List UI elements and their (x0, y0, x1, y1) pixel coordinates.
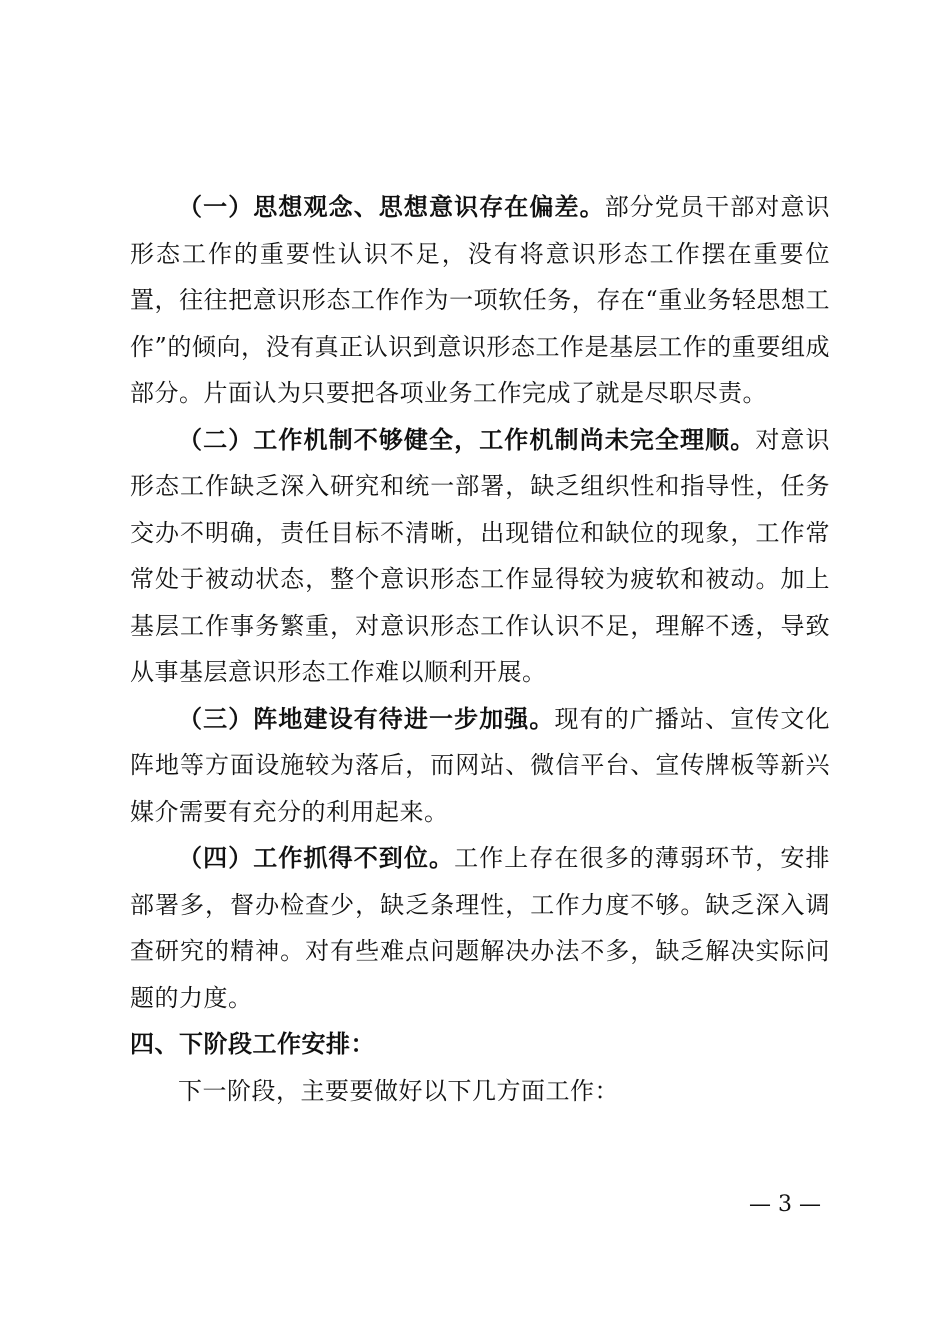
paragraph-1 (130, 184, 830, 417)
paragraph-3-body: 现有的广播站、宣传文化阵地等方面设施较为落后，而网站、微信平台、宣传牌板等新兴媒介需要有充分的利用起来。 (130, 704, 830, 826)
paragraph-4-lead: （四）工作抓得不到位。 (178, 843, 455, 872)
paragraph-3-lead: （三）阵地建设有待进一步加强。 (178, 703, 555, 733)
section-heading: 四、下阶段工作安排： (130, 1030, 375, 1058)
paragraph-1-lead: （一）思想观念、思想意识存在偏差。 (178, 192, 605, 221)
paragraph-2 (130, 417, 830, 696)
paragraph-4 (130, 835, 830, 1021)
paragraph-2-body: 对意识形态工作缺乏深入研究和统一部署，缺乏组织性和指导性，任务交办不明确，责任目标不清晰，出现错位和缺位的现象，工作常常处于被动状态，整个意识形态工作显得较为疲软和被动。加上基层工作事务繁重，对意识形态工作认识不足，理解不透，导致从事基层意识形态工作难以顺利开展。 (130, 425, 831, 686)
paragraph-4-body: 工作上存在很多的薄弱环节，安排部署多，督办检查少，缺乏条理性，工作力度不够。缺乏深入调查研究的精神。对有些难点问题解决办法不多，缺乏解决实际问题的力度。 (130, 844, 831, 1012)
closing-paragraph: 下一阶段，主要要做好以下几方面工作： (178, 1076, 619, 1105)
paragraph-3 (130, 696, 830, 836)
page-number: — 3 — (749, 1192, 821, 1217)
paragraph-1-body: 部分党员干部对意识形态工作的重要性认识不足，没有将意识形态工作摆在重要位置，往往把意识形态工作作为一项软任务，存在“重业务轻思想工作”的倾向，没有真正认识到意识形态工作是基层工作的重要组成部分。片面认为只要把各项业务工作完成了就是尽职尽责。 (130, 193, 831, 407)
paragraph-2-lead: （二）工作机制不够健全，工作机制尚未完全理顺。 (178, 424, 756, 454)
document-body (130, 184, 830, 1114)
